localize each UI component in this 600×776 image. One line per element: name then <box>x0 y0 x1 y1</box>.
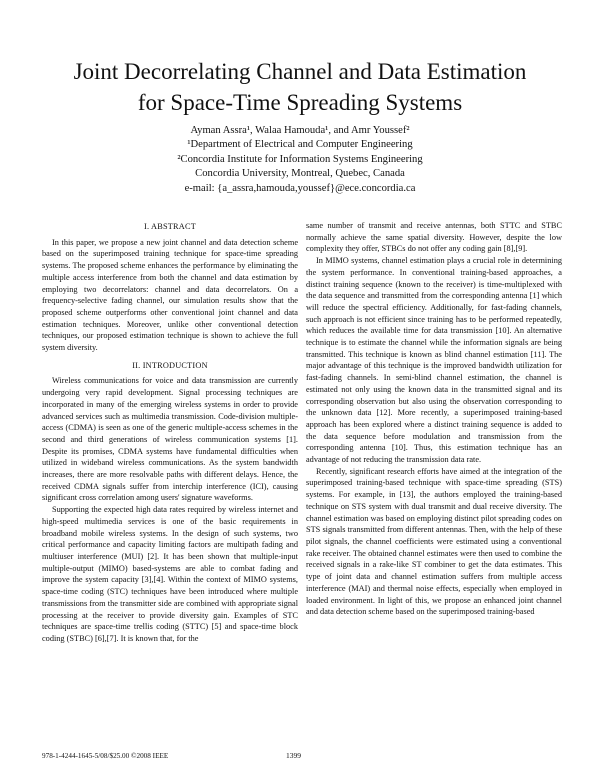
author-block <box>60 124 540 196</box>
affiliation-1: ¹Department of Electrical and Computer Engineering <box>187 139 413 151</box>
email-line: e-mail: {a_assra,hamouda,youssef}@ece.concordia.ca <box>184 182 416 194</box>
title-line-1: Joint Decorrelating Channel and Data Estimation <box>73 59 527 84</box>
right-paragraph-1: same number of transmit and receive antennas, both STTC and STBC normally achieve the same spatial diversity. However, despite the low complexity they offer, STBCs do not offer any coding gain [8],[9]. <box>306 221 562 254</box>
abstract-paragraph: In this paper, we propose a new joint channel and data detection scheme based on the superimposed training technique for space-time spreading systems. The proposed scheme enhances the performance by eliminating the multiple access interference from both the channel and data estimation by employing two decorrelators: channel and data decorrelators. On a frequency-selective fading channel, our simulation results show that the proposed scheme outperforms other conventional joint channel and data estimation techniques. Moreover, unlike other conventional detection techniques, our proposed estimation technique is shown to achieve the full system diversity. <box>42 237 298 353</box>
right-paragraph-2: In MIMO systems, channel estimation plays a crucial role in determining the system performance. In conventional training-based approaches, a distinct training sequence (known to the receiver) is time-multiplexed with the data sequence and transmitted from the corresponding antenna [1] which will reduce the spectral efficiency. Additionally, for fast-fading channels, such approach is not efficient since training has to be performed repeatedly, which reduces the available time for data transmission [10]. An alternative technique is to estimate the channel while the information signals are being transmitted. This technique is known as blind channel estimation [11]. The major advantage of this technique is the improved bandwidth utilization for fast-fading channels. In semi-blind channel estimation, the channel is estimated not only using the known data in the transmitted signal and its corresponding observation but also using the observation corresponding to the unknown data [12]. More recently, a superimposed training-based approach has been explored where a distinct training sequence is added to the data sequence before modulation and transmission from the corresponding antenna [10]. Thus, this estimation technique has an advantage of not reducing the transmission data rate. <box>306 256 562 465</box>
author-names: Ayman Assra¹, Walaa Hamouda¹, and Amr Youssef² <box>190 125 410 136</box>
left-column <box>42 221 298 645</box>
paper-title <box>30 56 570 118</box>
intro-paragraph-1: Wireless communications for voice and data transmission are currently undergoing very rapid development. Signal processing techniques are incorporated in many of the emerging wireless systems in order to provide advanced services such as multimedia transmission. Code-division multiple-access (CDMA) is seen as one of the generic multiple-access schemes in the second and third generations of wireless communication systems [1]. Despite its promises, CDMA systems have fundamental difficulties when utilized in wideband wireless communications. As the system bandwidth increases, there are more resolvable paths with different delays. Hence, the received CDMA signals suffer from interchip interference (ICI), causing significant cross correlation among users' signature waveforms. <box>42 376 298 503</box>
copyright-footer: 978-1-4244-1645-5/08/$25.00 ©2008 IEEE <box>42 752 169 760</box>
introduction-heading: II. INTRODUCTION <box>132 360 208 370</box>
right-column <box>306 220 562 618</box>
right-paragraph-3: Recently, significant research efforts have aimed at the integration of the superimposed training-based technique with space-time spreading (STS) systems. For example, in [13], the authors employed the training-based technique on STS system with dual transmit and dual receive diversity. The channel estimation was based on employing distinct pilot spreading codes on STS signals transmitted from different antennas. Then, with the help of these pilot signals, the channel coefficients were estimated using a conventional rake receiver. The obtained channel estimates were then used to combine the received signals in a rake-like ST combiner to get the data estimates. This type of joint data and channel estimation suffers from multiple access interference (MAI) and thermal noise effects, especially when employed in loaded environment. In light of this, we propose an enhanced joint channel and data detection scheme based on the superimposed training-based <box>306 466 562 617</box>
page-number: 1399 <box>286 751 301 760</box>
intro-paragraph-2: Supporting the expected high data rates required by wireless internet and high-speed multimedia services is one of the basic requirements in broadband mobile wireless systems. In the design of such systems, two critical performance and capacity limiting factors are multipath fading and multiuser interference (MUI) [2]. It has been shown that multiple-input multiple-output (MIMO) based-systems are able to combat fading and improve the system capacity [3],[4]. Within the context of MIMO systems, space-time coding (STC) techniques have been introduced where multiple transmissions from the transmitter side are combined with appropriate signal processing at the receiver to provide diversity gain. Examples of STC techniques are space-time trellis coding (STTC) [5] and space-time block coding (STBC) [6],[7]. It is known that, for the <box>42 505 298 643</box>
title-line-2: for Space-Time Spreading Systems <box>137 90 463 115</box>
affiliation-2: ²Concordia Institute for Information Systems Engineering <box>177 153 423 165</box>
affiliation-3: Concordia University, Montreal, Quebec, Canada <box>195 168 405 180</box>
abstract-heading: I. ABSTRACT <box>144 222 196 231</box>
